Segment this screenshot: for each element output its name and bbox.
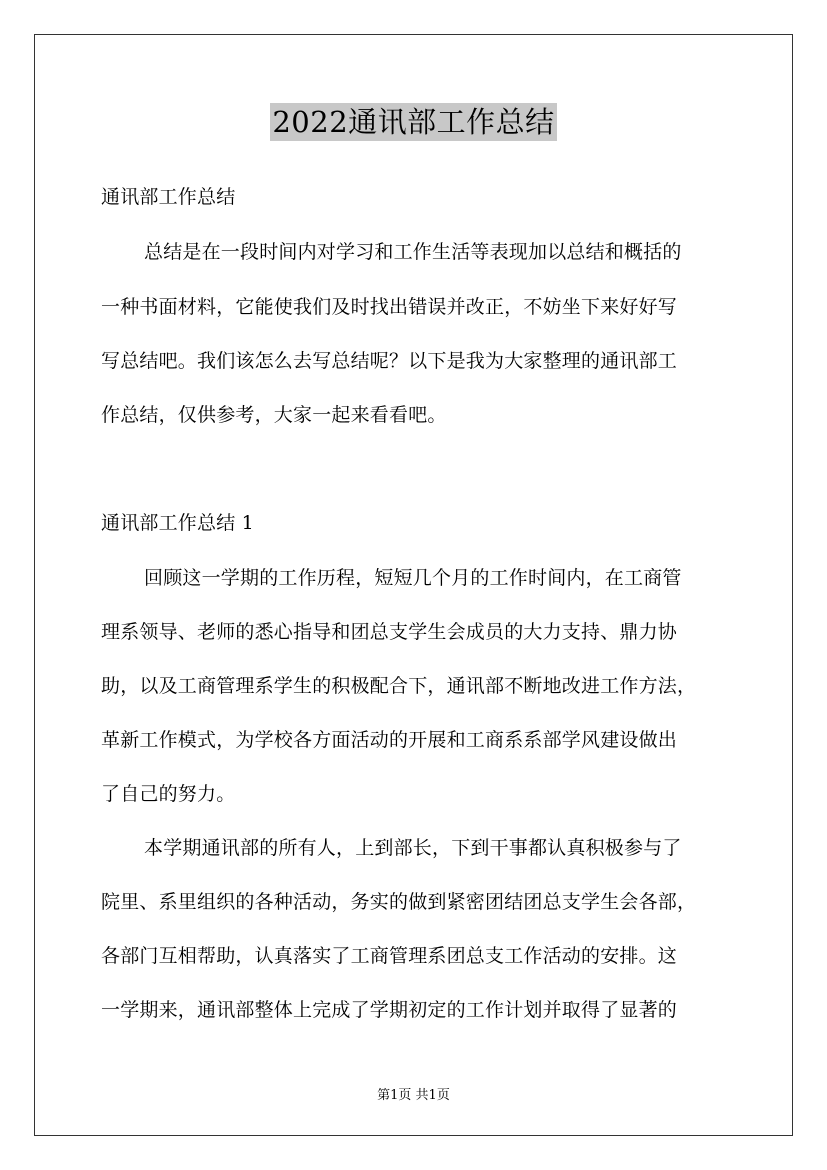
page-number-footer: 第1页 共1页 bbox=[377, 1088, 450, 1103]
paragraph-line: 院里、系里组织的各种活动，务实的做到紧密团结团总支学生会各部， bbox=[101, 891, 697, 913]
paragraph-line: 一种书面材料，它能使我们及时找出错误并改正，不妨坐下来好好写 bbox=[101, 296, 678, 318]
paragraph-line: 回顾这一学期的工作历程，短短几个月的工作时间内，在工商管 bbox=[144, 567, 682, 589]
document-title: 2022通讯部工作总结 bbox=[272, 105, 555, 139]
paragraph-line: 写总结吧。我们该怎么去写总结呢？以下是我为大家整理的通讯部工 bbox=[101, 350, 678, 372]
paragraph-line: 总结是在一段时间内对学习和工作生活等表现加以总结和概括的 bbox=[144, 241, 682, 263]
paragraph-line: 本学期通讯部的所有人，上到部长，下到干事都认真积极参与了 bbox=[144, 837, 682, 859]
section-heading: 通讯部工作总结 bbox=[101, 186, 236, 208]
paragraph-line: 各部门互相帮助，认真落实了工商管理系团总支工作活动的安排。这 bbox=[101, 945, 678, 967]
paragraph-line: 革新工作模式，为学校各方面活动的开展和工商系系部学风建设做出 bbox=[101, 729, 678, 751]
paragraph-line: 一学期来，通讯部整体上完成了学期初定的工作计划并取得了显著的 bbox=[101, 999, 678, 1021]
paragraph-line: 了自己的努力。 bbox=[101, 783, 236, 805]
section-heading: 通讯部工作总结 1 bbox=[101, 512, 254, 534]
paragraph-line: 作总结，仅供参考，大家一起来看看吧。 bbox=[101, 404, 447, 426]
paragraph-line: 理系领导、老师的悉心指导和团总支学生会成员的大力支持、鼎力协 bbox=[101, 621, 678, 643]
paragraph-line: 助，以及工商管理系学生的积极配合下，通讯部不断地改进工作方法， bbox=[101, 675, 697, 697]
